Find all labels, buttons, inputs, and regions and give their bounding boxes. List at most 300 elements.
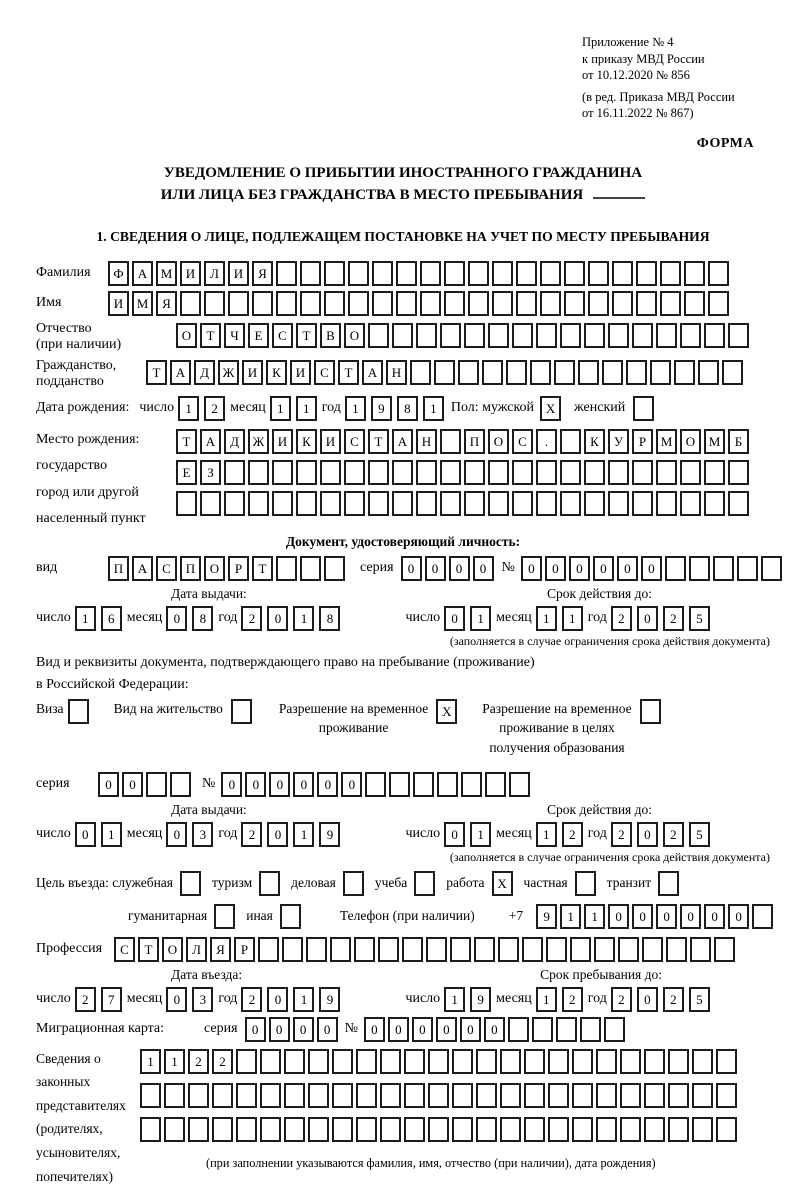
char-cell[interactable] [284, 1083, 305, 1108]
char-cell[interactable] [378, 937, 399, 962]
char-cell[interactable] [572, 1117, 593, 1142]
char-cell[interactable] [660, 291, 681, 316]
char-cell[interactable] [368, 323, 389, 348]
char-cell[interactable] [713, 556, 734, 581]
char-cell[interactable]: 0 [569, 556, 590, 581]
char-cell[interactable] [668, 1083, 689, 1108]
char-cell[interactable]: О [162, 937, 183, 962]
char-cell[interactable]: 0 [267, 822, 288, 847]
char-cell[interactable]: И [228, 261, 249, 286]
char-cell[interactable]: 8 [192, 606, 213, 631]
char-cell[interactable] [348, 261, 369, 286]
char-cell[interactable]: Я [210, 937, 231, 962]
char-cell[interactable]: 0 [449, 556, 470, 581]
char-cell[interactable] [522, 937, 543, 962]
char-cell[interactable]: X [492, 871, 513, 896]
char-cell[interactable] [512, 460, 533, 485]
char-cell[interactable]: 1 [444, 987, 465, 1012]
char-cell[interactable]: Р [234, 937, 255, 962]
char-cell[interactable]: 1 [270, 396, 291, 421]
char-cell[interactable] [468, 291, 489, 316]
char-cell[interactable]: П [180, 556, 201, 581]
char-cell[interactable] [212, 1083, 233, 1108]
char-cell[interactable] [548, 1117, 569, 1142]
char-cell[interactable] [476, 1083, 497, 1108]
char-cell[interactable] [332, 1049, 353, 1074]
char-cell[interactable] [594, 937, 615, 962]
char-cell[interactable]: . [536, 429, 557, 454]
char-cell[interactable]: Ж [248, 429, 269, 454]
char-cell[interactable] [512, 323, 533, 348]
char-cell[interactable] [492, 291, 513, 316]
char-cell[interactable]: О [204, 556, 225, 581]
char-cell[interactable] [464, 323, 485, 348]
char-cell[interactable]: М [156, 261, 177, 286]
char-cell[interactable] [416, 460, 437, 485]
char-cell[interactable] [704, 491, 725, 516]
char-cell[interactable] [476, 1049, 497, 1074]
char-cell[interactable] [488, 491, 509, 516]
purpose-business-checkbox[interactable] [343, 871, 367, 896]
char-cell[interactable]: 0 [656, 904, 677, 929]
char-cell[interactable] [354, 937, 375, 962]
char-cell[interactable] [612, 291, 633, 316]
char-cell[interactable] [575, 871, 596, 896]
char-cell[interactable]: 0 [436, 1017, 457, 1042]
char-cell[interactable] [170, 772, 191, 797]
char-cell[interactable]: 2 [188, 1049, 209, 1074]
char-cell[interactable]: 9 [470, 987, 491, 1012]
char-cell[interactable] [276, 556, 297, 581]
char-cell[interactable]: 0 [364, 1017, 385, 1042]
char-cell[interactable] [570, 937, 591, 962]
char-cell[interactable]: Н [416, 429, 437, 454]
purpose-humanitarian-checkbox[interactable] [214, 904, 238, 929]
char-cell[interactable] [404, 1117, 425, 1142]
char-cell[interactable] [512, 491, 533, 516]
char-cell[interactable] [488, 323, 509, 348]
char-cell[interactable] [452, 1117, 473, 1142]
char-cell[interactable]: А [132, 261, 153, 286]
char-cell[interactable]: 0 [293, 772, 314, 797]
char-cell[interactable] [540, 261, 561, 286]
char-cell[interactable] [588, 291, 609, 316]
char-cell[interactable] [461, 772, 482, 797]
char-cell[interactable] [380, 1117, 401, 1142]
char-cell[interactable] [231, 699, 252, 724]
char-cell[interactable] [365, 772, 386, 797]
char-cell[interactable] [188, 1083, 209, 1108]
char-cell[interactable] [324, 556, 345, 581]
char-cell[interactable]: 9 [536, 904, 557, 929]
char-cell[interactable]: Н [386, 360, 407, 385]
char-cell[interactable]: К [584, 429, 605, 454]
char-cell[interactable] [272, 491, 293, 516]
char-cell[interactable]: С [272, 323, 293, 348]
char-cell[interactable]: Р [228, 556, 249, 581]
char-cell[interactable]: И [242, 360, 263, 385]
char-cell[interactable] [420, 291, 441, 316]
char-cell[interactable] [692, 1083, 713, 1108]
char-cell[interactable]: 0 [317, 772, 338, 797]
char-cell[interactable] [516, 291, 537, 316]
char-cell[interactable]: 2 [663, 987, 684, 1012]
char-cell[interactable]: 0 [460, 1017, 481, 1042]
char-cell[interactable] [434, 360, 455, 385]
char-cell[interactable]: А [132, 556, 153, 581]
char-cell[interactable]: 0 [166, 606, 187, 631]
sex-female-checkbox[interactable] [633, 396, 657, 421]
char-cell[interactable] [516, 261, 537, 286]
char-cell[interactable]: П [108, 556, 129, 581]
char-cell[interactable] [506, 360, 527, 385]
char-cell[interactable] [476, 1117, 497, 1142]
char-cell[interactable]: М [704, 429, 725, 454]
char-cell[interactable] [356, 1083, 377, 1108]
char-cell[interactable] [224, 460, 245, 485]
char-cell[interactable]: 0 [425, 556, 446, 581]
char-cell[interactable]: 1 [164, 1049, 185, 1074]
char-cell[interactable]: 0 [166, 822, 187, 847]
char-cell[interactable]: 1 [293, 606, 314, 631]
sex-male-checkbox[interactable] [540, 396, 564, 421]
char-cell[interactable] [578, 360, 599, 385]
char-cell[interactable] [658, 871, 679, 896]
char-cell[interactable]: Е [248, 323, 269, 348]
char-cell[interactable] [620, 1117, 641, 1142]
char-cell[interactable] [644, 1049, 665, 1074]
char-cell[interactable] [500, 1049, 521, 1074]
char-cell[interactable]: И [290, 360, 311, 385]
char-cell[interactable] [626, 360, 647, 385]
char-cell[interactable] [692, 1049, 713, 1074]
char-cell[interactable] [396, 291, 417, 316]
char-cell[interactable]: Д [194, 360, 215, 385]
char-cell[interactable]: 2 [75, 987, 96, 1012]
char-cell[interactable] [560, 491, 581, 516]
char-cell[interactable] [413, 772, 434, 797]
char-cell[interactable]: 9 [319, 987, 340, 1012]
char-cell[interactable] [428, 1117, 449, 1142]
char-cell[interactable] [308, 1117, 329, 1142]
char-cell[interactable] [752, 904, 773, 929]
char-cell[interactable] [488, 460, 509, 485]
char-cell[interactable] [680, 460, 701, 485]
char-cell[interactable]: 0 [166, 987, 187, 1012]
char-cell[interactable] [300, 556, 321, 581]
char-cell[interactable]: 0 [267, 987, 288, 1012]
char-cell[interactable]: К [296, 429, 317, 454]
char-cell[interactable]: 3 [192, 822, 213, 847]
char-cell[interactable]: 1 [560, 904, 581, 929]
char-cell[interactable] [440, 460, 461, 485]
char-cell[interactable] [632, 323, 653, 348]
char-cell[interactable] [332, 1083, 353, 1108]
char-cell[interactable]: Т [338, 360, 359, 385]
char-cell[interactable]: 0 [680, 904, 701, 929]
char-cell[interactable]: 1 [536, 822, 557, 847]
char-cell[interactable] [458, 360, 479, 385]
char-cell[interactable] [380, 1049, 401, 1074]
char-cell[interactable] [728, 491, 749, 516]
char-cell[interactable]: 1 [423, 396, 444, 421]
char-cell[interactable] [608, 491, 629, 516]
char-cell[interactable]: А [362, 360, 383, 385]
temp-permit-checkbox[interactable] [436, 699, 460, 724]
char-cell[interactable] [380, 1083, 401, 1108]
char-cell[interactable]: У [608, 429, 629, 454]
char-cell[interactable] [416, 491, 437, 516]
char-cell[interactable] [492, 261, 513, 286]
char-cell[interactable]: Б [728, 429, 749, 454]
char-cell[interactable] [140, 1117, 161, 1142]
char-cell[interactable]: 5 [689, 987, 710, 1012]
char-cell[interactable] [602, 360, 623, 385]
char-cell[interactable] [500, 1117, 521, 1142]
char-cell[interactable] [660, 261, 681, 286]
char-cell[interactable] [596, 1117, 617, 1142]
char-cell[interactable] [668, 1117, 689, 1142]
char-cell[interactable]: О [680, 429, 701, 454]
char-cell[interactable] [536, 323, 557, 348]
char-cell[interactable] [714, 937, 735, 962]
char-cell[interactable]: Т [368, 429, 389, 454]
char-cell[interactable]: 0 [245, 772, 266, 797]
char-cell[interactable] [389, 772, 410, 797]
char-cell[interactable]: 0 [545, 556, 566, 581]
char-cell[interactable]: 0 [267, 606, 288, 631]
residence-checkbox[interactable] [231, 699, 255, 724]
char-cell[interactable] [536, 460, 557, 485]
char-cell[interactable] [608, 323, 629, 348]
char-cell[interactable] [692, 1117, 713, 1142]
char-cell[interactable]: 6 [101, 606, 122, 631]
char-cell[interactable] [564, 261, 585, 286]
char-cell[interactable] [440, 323, 461, 348]
char-cell[interactable] [632, 460, 653, 485]
char-cell[interactable] [259, 871, 280, 896]
char-cell[interactable]: С [114, 937, 135, 962]
char-cell[interactable]: Я [156, 291, 177, 316]
char-cell[interactable] [356, 1049, 377, 1074]
char-cell[interactable]: 2 [241, 987, 262, 1012]
char-cell[interactable] [596, 1049, 617, 1074]
char-cell[interactable] [410, 360, 431, 385]
char-cell[interactable]: 1 [140, 1049, 161, 1074]
char-cell[interactable] [708, 291, 729, 316]
char-cell[interactable] [464, 460, 485, 485]
char-cell[interactable] [368, 491, 389, 516]
char-cell[interactable] [272, 460, 293, 485]
char-cell[interactable] [428, 1049, 449, 1074]
char-cell[interactable] [260, 1049, 281, 1074]
char-cell[interactable] [548, 1083, 569, 1108]
char-cell[interactable] [656, 323, 677, 348]
char-cell[interactable] [180, 291, 201, 316]
char-cell[interactable] [656, 460, 677, 485]
char-cell[interactable] [464, 491, 485, 516]
char-cell[interactable]: И [180, 261, 201, 286]
char-cell[interactable]: А [170, 360, 191, 385]
char-cell[interactable] [188, 1117, 209, 1142]
char-cell[interactable]: С [512, 429, 533, 454]
char-cell[interactable] [164, 1117, 185, 1142]
char-cell[interactable] [236, 1049, 257, 1074]
char-cell[interactable]: О [488, 429, 509, 454]
char-cell[interactable] [306, 937, 327, 962]
char-cell[interactable]: 0 [341, 772, 362, 797]
char-cell[interactable]: Я [252, 261, 273, 286]
char-cell[interactable] [530, 360, 551, 385]
char-cell[interactable]: Л [186, 937, 207, 962]
char-cell[interactable]: Т [146, 360, 167, 385]
char-cell[interactable]: 0 [637, 606, 658, 631]
char-cell[interactable] [452, 1083, 473, 1108]
char-cell[interactable]: 0 [641, 556, 662, 581]
char-cell[interactable] [636, 291, 657, 316]
char-cell[interactable]: Д [224, 429, 245, 454]
char-cell[interactable] [308, 1049, 329, 1074]
purpose-private-checkbox[interactable] [575, 871, 599, 896]
purpose-official-checkbox[interactable] [180, 871, 204, 896]
char-cell[interactable] [140, 1083, 161, 1108]
char-cell[interactable] [368, 460, 389, 485]
char-cell[interactable] [212, 1117, 233, 1142]
char-cell[interactable] [644, 1117, 665, 1142]
char-cell[interactable]: 1 [293, 822, 314, 847]
char-cell[interactable] [690, 937, 711, 962]
char-cell[interactable]: 0 [444, 822, 465, 847]
char-cell[interactable] [640, 699, 661, 724]
char-cell[interactable] [320, 460, 341, 485]
char-cell[interactable] [524, 1049, 545, 1074]
char-cell[interactable] [584, 460, 605, 485]
char-cell[interactable] [348, 291, 369, 316]
char-cell[interactable]: 0 [593, 556, 614, 581]
char-cell[interactable]: 5 [689, 606, 710, 631]
purpose-work-checkbox[interactable] [492, 871, 516, 896]
char-cell[interactable]: 1 [178, 396, 199, 421]
char-cell[interactable] [560, 323, 581, 348]
char-cell[interactable] [444, 291, 465, 316]
char-cell[interactable] [356, 1117, 377, 1142]
char-cell[interactable] [452, 1049, 473, 1074]
char-cell[interactable]: 0 [484, 1017, 505, 1042]
char-cell[interactable]: В [320, 323, 341, 348]
char-cell[interactable] [300, 261, 321, 286]
char-cell[interactable] [228, 291, 249, 316]
char-cell[interactable]: О [176, 323, 197, 348]
char-cell[interactable]: 0 [728, 904, 749, 929]
char-cell[interactable]: 0 [317, 1017, 338, 1042]
char-cell[interactable]: 2 [611, 606, 632, 631]
char-cell[interactable]: 5 [689, 822, 710, 847]
char-cell[interactable]: 8 [397, 396, 418, 421]
char-cell[interactable] [620, 1083, 641, 1108]
char-cell[interactable]: З [200, 460, 221, 485]
char-cell[interactable] [236, 1083, 257, 1108]
char-cell[interactable] [689, 556, 710, 581]
char-cell[interactable]: Ч [224, 323, 245, 348]
char-cell[interactable]: 2 [241, 822, 262, 847]
char-cell[interactable] [248, 460, 269, 485]
char-cell[interactable]: 0 [637, 987, 658, 1012]
char-cell[interactable]: Ф [108, 261, 129, 286]
char-cell[interactable]: 0 [269, 772, 290, 797]
char-cell[interactable] [636, 261, 657, 286]
char-cell[interactable]: 0 [98, 772, 119, 797]
char-cell[interactable]: 2 [663, 822, 684, 847]
char-cell[interactable] [728, 323, 749, 348]
char-cell[interactable] [612, 261, 633, 286]
char-cell[interactable] [372, 291, 393, 316]
char-cell[interactable]: А [392, 429, 413, 454]
char-cell[interactable] [468, 261, 489, 286]
char-cell[interactable]: Ж [218, 360, 239, 385]
char-cell[interactable] [426, 937, 447, 962]
char-cell[interactable] [68, 699, 89, 724]
char-cell[interactable] [540, 291, 561, 316]
char-cell[interactable] [236, 1117, 257, 1142]
char-cell[interactable]: 0 [632, 904, 653, 929]
char-cell[interactable] [396, 261, 417, 286]
char-cell[interactable] [536, 491, 557, 516]
char-cell[interactable] [728, 460, 749, 485]
char-cell[interactable] [296, 491, 317, 516]
char-cell[interactable]: 0 [521, 556, 542, 581]
char-cell[interactable] [580, 1017, 601, 1042]
char-cell[interactable] [620, 1049, 641, 1074]
char-cell[interactable] [248, 491, 269, 516]
visa-checkbox[interactable] [68, 699, 92, 724]
char-cell[interactable] [214, 904, 235, 929]
char-cell[interactable] [604, 1017, 625, 1042]
char-cell[interactable] [420, 261, 441, 286]
char-cell[interactable] [324, 291, 345, 316]
char-cell[interactable]: 1 [75, 606, 96, 631]
char-cell[interactable]: Т [176, 429, 197, 454]
char-cell[interactable]: 0 [269, 1017, 290, 1042]
purpose-tourism-checkbox[interactable] [259, 871, 283, 896]
char-cell[interactable] [608, 460, 629, 485]
char-cell[interactable] [642, 937, 663, 962]
char-cell[interactable] [164, 1083, 185, 1108]
char-cell[interactable] [300, 291, 321, 316]
char-cell[interactable] [392, 491, 413, 516]
char-cell[interactable]: И [108, 291, 129, 316]
char-cell[interactable]: 1 [562, 606, 583, 631]
char-cell[interactable] [684, 291, 705, 316]
char-cell[interactable]: 1 [293, 987, 314, 1012]
char-cell[interactable] [560, 460, 581, 485]
char-cell[interactable]: 9 [319, 822, 340, 847]
char-cell[interactable] [392, 323, 413, 348]
char-cell[interactable]: 9 [371, 396, 392, 421]
char-cell[interactable]: И [272, 429, 293, 454]
char-cell[interactable] [404, 1049, 425, 1074]
char-cell[interactable]: Л [204, 261, 225, 286]
char-cell[interactable] [450, 937, 471, 962]
char-cell[interactable]: С [344, 429, 365, 454]
char-cell[interactable] [224, 491, 245, 516]
char-cell[interactable] [680, 491, 701, 516]
char-cell[interactable] [761, 556, 782, 581]
char-cell[interactable] [344, 460, 365, 485]
char-cell[interactable]: 1 [296, 396, 317, 421]
char-cell[interactable]: 2 [241, 606, 262, 631]
char-cell[interactable]: И [320, 429, 341, 454]
char-cell[interactable] [204, 291, 225, 316]
